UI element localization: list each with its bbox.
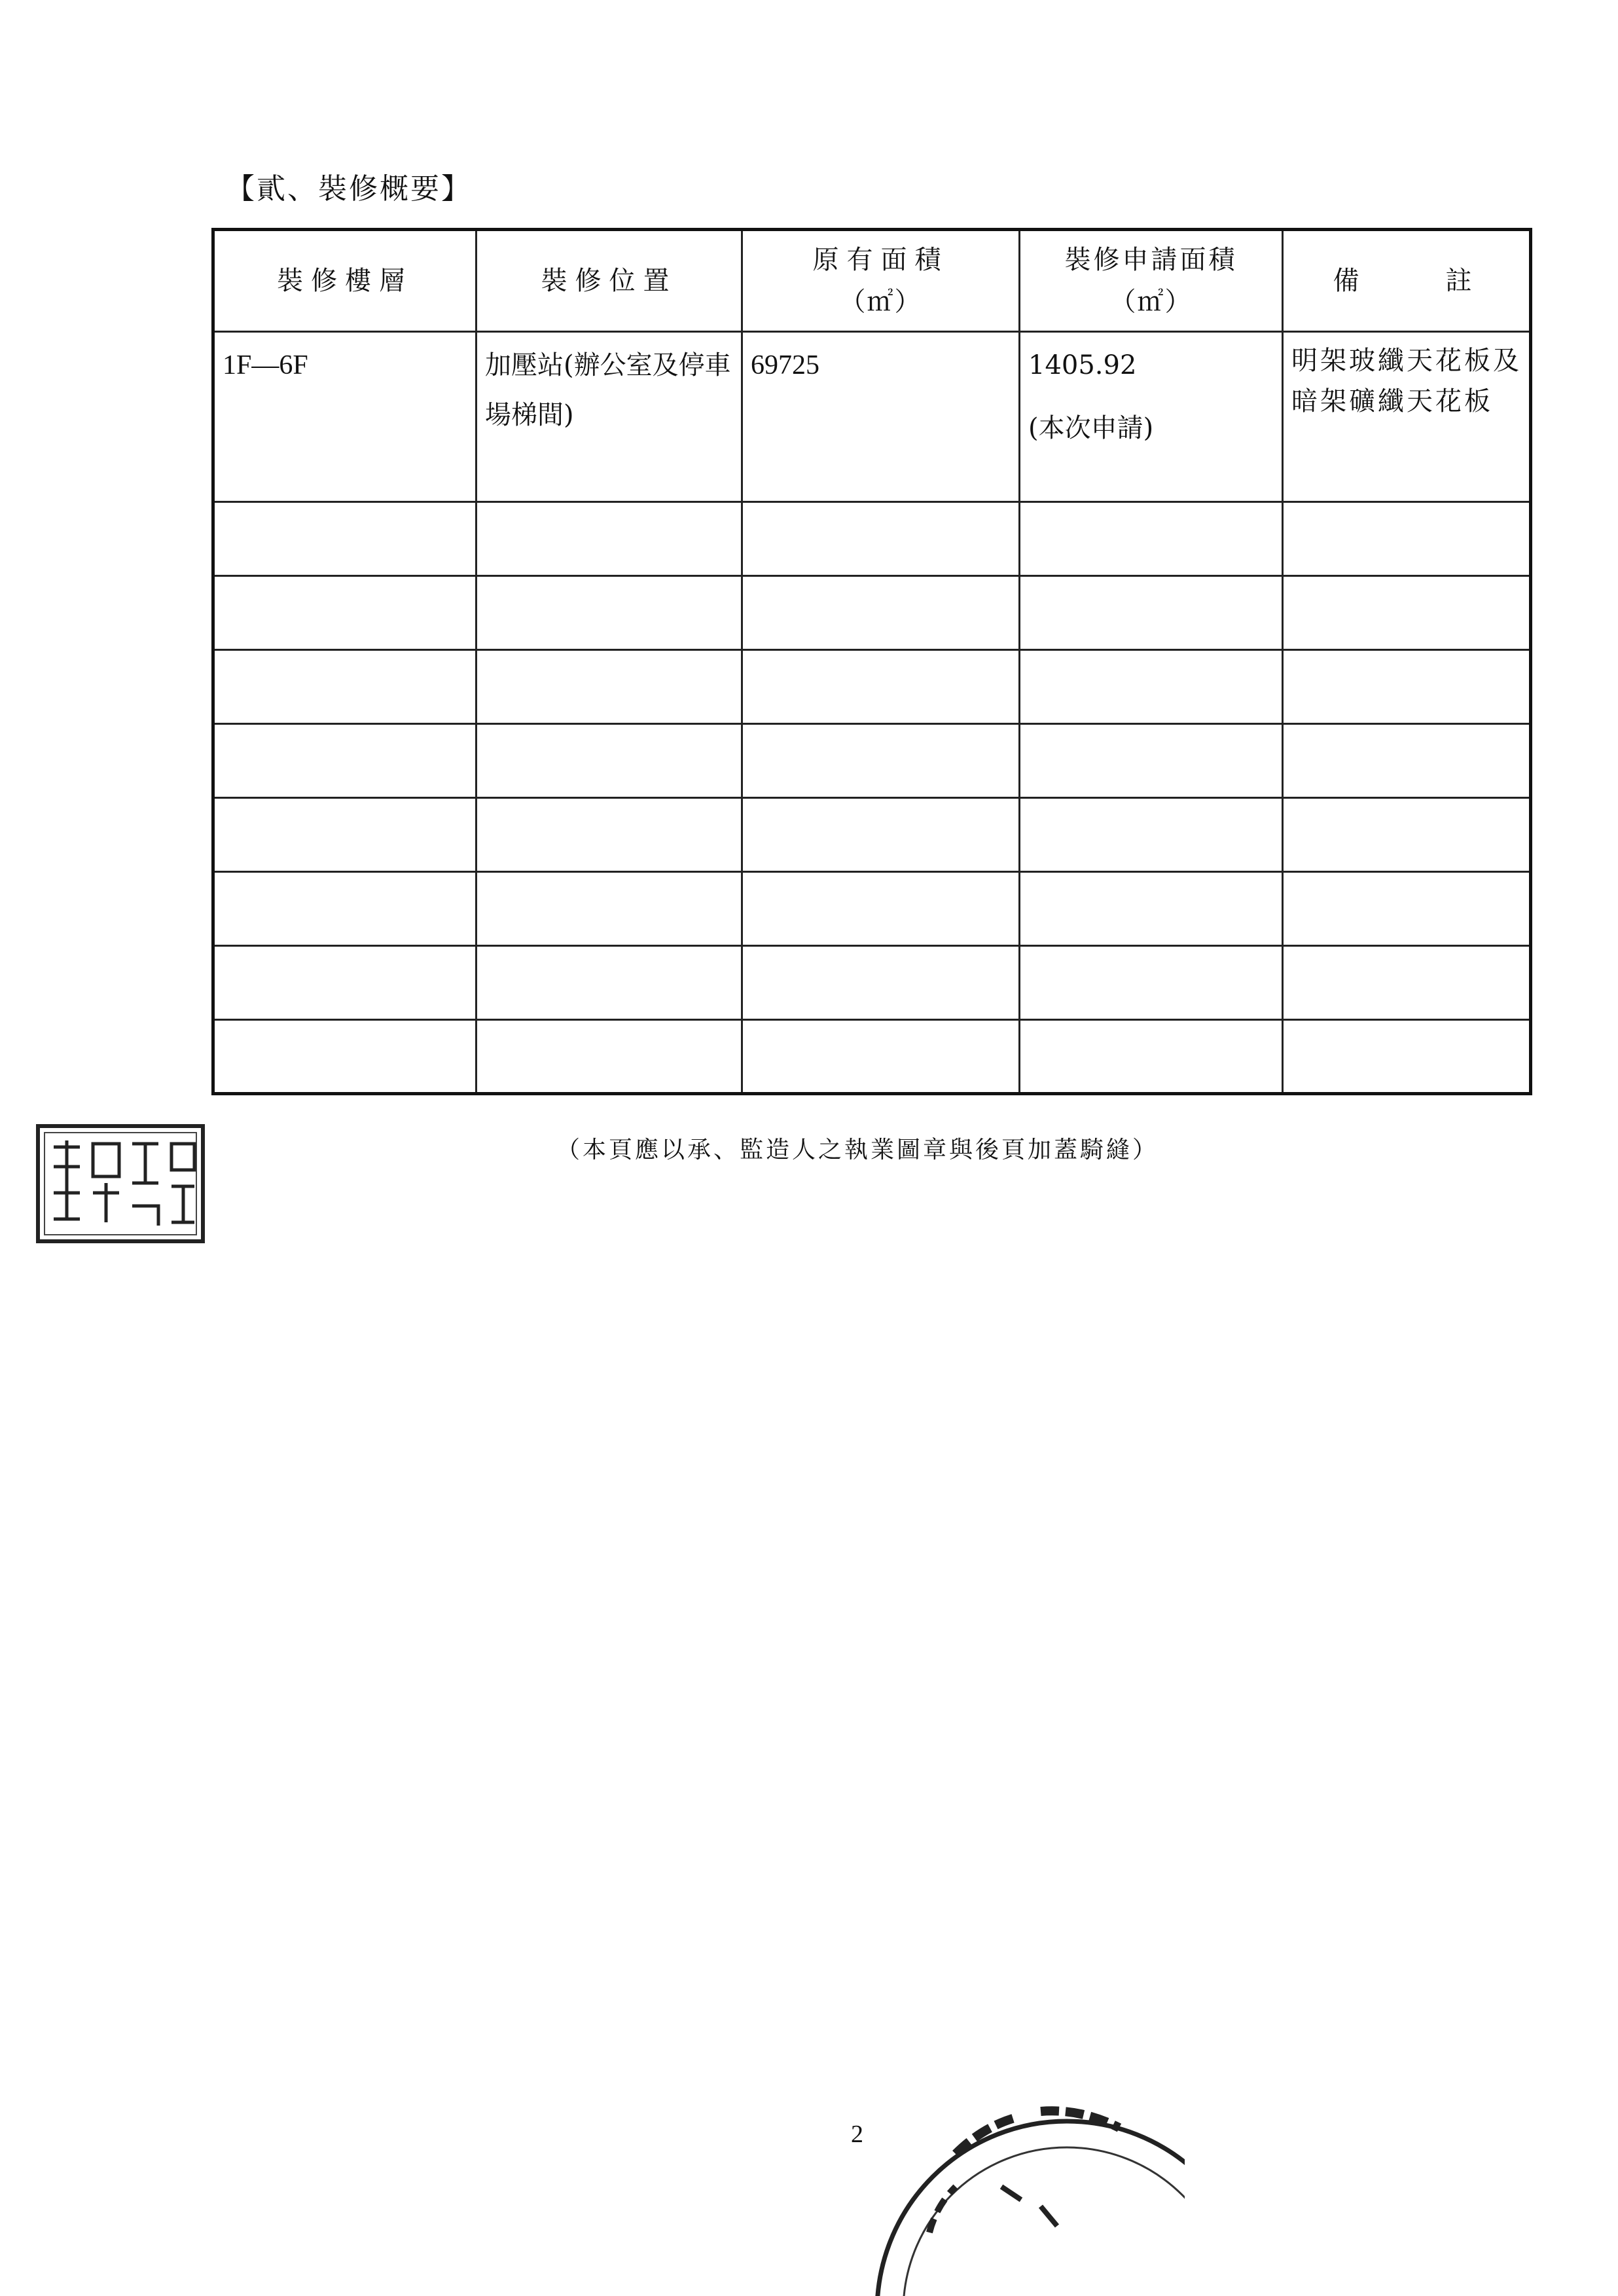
table-cell-empty [1020,576,1283,650]
header-applied-area-unit: （㎡） [1109,287,1193,317]
table-cell-empty [742,724,1020,798]
table-cell-empty [1283,724,1531,798]
table-cell-empty [742,798,1020,872]
table-cell-empty [213,576,476,650]
table-row [213,332,1531,502]
table-cell-empty [1020,724,1283,798]
cell-applied-area-note: (本次申請) [1028,413,1154,443]
table-cell-empty [1283,946,1531,1020]
table-cell-empty [742,946,1020,1020]
header-original-area [742,230,1020,332]
table-row-empty [213,650,1531,724]
footnote: （本頁應以承、監造人之執業圖章與後頁加蓋騎縫） [556,1137,1159,1163]
table-cell-empty [1020,502,1283,576]
header-original-area-label: 原有面積 [812,245,949,275]
table-cell-empty [1283,502,1531,576]
table-cell-empty [1283,576,1531,650]
header-original-area-unit: （㎡） [839,287,922,317]
table-cell-empty [476,946,742,1020]
table-cell-empty [476,502,742,576]
table-cell-empty [213,502,476,576]
table-cell-empty [213,1020,476,1094]
official-round-stamp [871,2095,1185,2296]
table-cell-empty [1020,872,1283,946]
table-cell-empty [1020,650,1283,724]
table-cell-empty [742,576,1020,650]
section-title: 【貳、裝修概要】 [226,172,472,206]
cell-applied-area [1020,332,1283,502]
cell-original-area: 69725 [742,332,1020,502]
table-row-empty [213,502,1531,576]
table-row-empty [213,1020,1531,1094]
table-cell-empty [213,650,476,724]
table-cell-empty [1283,650,1531,724]
table-row-empty [213,798,1531,872]
header-note-b: 註 [1445,266,1480,296]
table-cell-empty [213,872,476,946]
table-row-empty [213,872,1531,946]
table-cell-empty [476,724,742,798]
header-location: 裝修位置 [476,230,742,332]
table-row-empty [213,946,1531,1020]
table-cell-empty [213,798,476,872]
table-cell-empty [1020,1020,1283,1094]
table-header-row [213,230,1531,332]
table-cell-empty [742,872,1020,946]
table-cell-empty [213,724,476,798]
table-cell-empty [742,650,1020,724]
table-cell-empty [476,576,742,650]
table-cell-empty [476,650,742,724]
table-cell-empty [476,1020,742,1094]
table-cell-empty [742,502,1020,576]
table-cell-empty [1020,946,1283,1020]
cell-floor: 1F—6F [213,332,476,502]
architect-seal-stamp [34,1121,209,1247]
page-number: 2 [851,2121,863,2148]
cell-applied-area-value: 1405.92 [1028,350,1137,380]
renovation-summary-table [211,228,1532,1095]
table-cell-empty [476,872,742,946]
table-cell-empty [1283,1020,1531,1094]
header-applied-area [1020,230,1283,332]
header-applied-area-label: 裝修申請面積 [1064,245,1238,275]
table-cell-empty [1283,798,1531,872]
table-row-empty [213,576,1531,650]
header-note [1283,230,1531,332]
header-note-a: 備 [1333,266,1367,296]
table-cell-empty [213,946,476,1020]
table-cell-empty [476,798,742,872]
table-cell-empty [1020,798,1283,872]
table-row-empty [213,724,1531,798]
cell-location: 加壓站(辦公室及停車場梯間) [476,332,742,502]
cell-note: 明架玻纖天花板及暗架礦纖天花板 [1283,332,1531,502]
header-floor: 裝修樓層 [213,230,476,332]
table-cell-empty [1283,872,1531,946]
table-cell-empty [742,1020,1020,1094]
